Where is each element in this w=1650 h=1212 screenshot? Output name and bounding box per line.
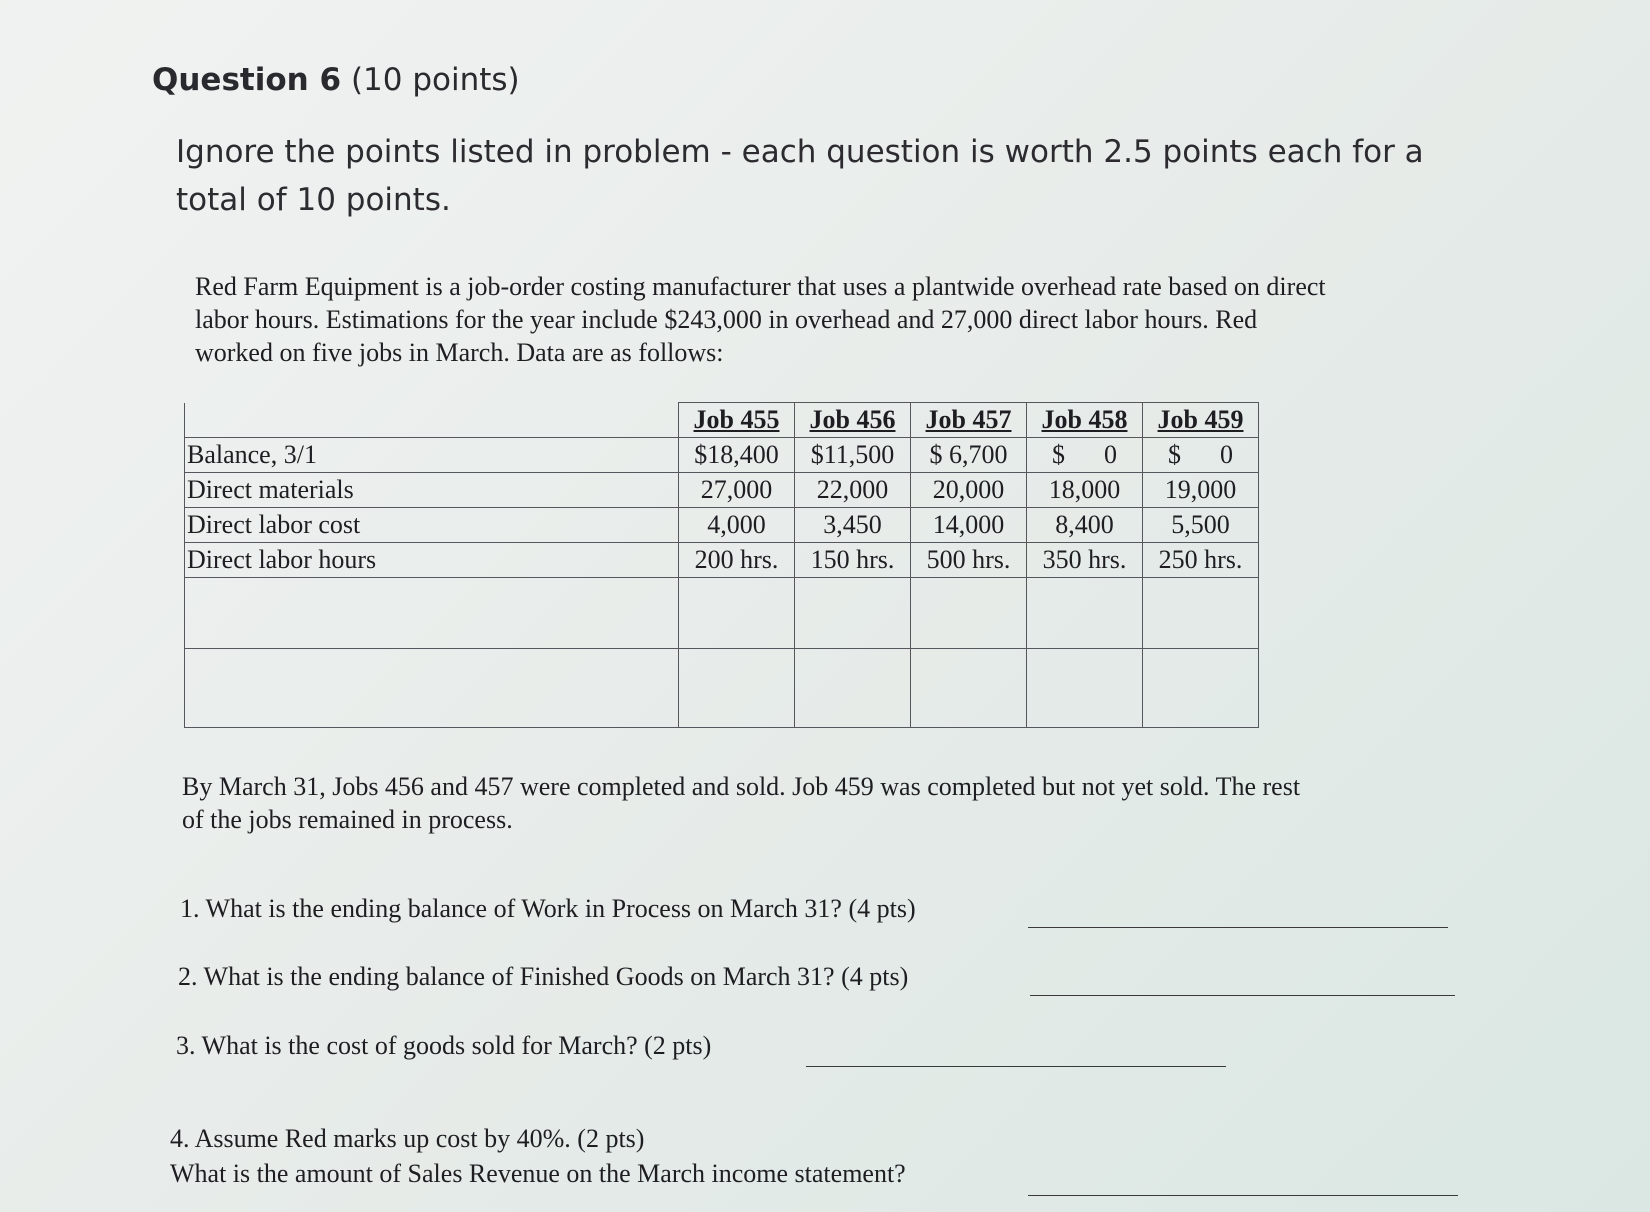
table-header-job-456: Job 456 (795, 403, 911, 438)
question-1-text: 1. What is the ending balance of Work in Process on March 31? (4 pts) (180, 894, 916, 923)
table-cell: 20,000 (911, 473, 1027, 508)
question-4-text-line2: What is the amount of Sales Revenue on the March income statement? (170, 1159, 906, 1188)
table-cell: $11,500 (795, 438, 911, 473)
status-text: By March 31, Jobs 456 and 457 were completed and sold. Job 459 was completed but not yet sold. The rest of the jobs remained in process. (182, 772, 1301, 834)
table-cell: 350 hrs. (1027, 543, 1143, 578)
blank-cell (679, 649, 795, 728)
table-header-job-459: Job 459 (1143, 403, 1259, 438)
table-cell: 250 hrs. (1143, 543, 1259, 578)
question-3-answer-line[interactable] (806, 1066, 1226, 1067)
table-cell: $ 0 (1143, 438, 1259, 473)
row-label: Balance, 3/1 (185, 438, 679, 473)
table-header-job-457: Job 457 (911, 403, 1027, 438)
blank-cell (1027, 649, 1143, 728)
table-cell: 5,500 (1143, 508, 1259, 543)
question-4-text-line1: 4. Assume Red marks up cost by 40%. (2 pts) (170, 1124, 645, 1153)
table-cell: $18,400 (679, 438, 795, 473)
table-corner-cell (185, 403, 679, 438)
table-header-job-455: Job 455 (679, 403, 795, 438)
blank-cell (185, 578, 679, 649)
problem-text: Red Farm Equipment is a job-order costing manufacturer that uses a plantwide overhead rate based on direct labor hours. Estimations for the year include $243,000 in overhead and 27,000 direct labor hours. Red worked on five jobs in March. Data are as follows: (195, 272, 1326, 367)
table-header-job-458: Job 458 (1027, 403, 1143, 438)
instructions-text: Ignore the points listed in problem - each question is worth 2.5 points each for a total of 10 points. (176, 134, 1424, 218)
row-label: Direct labor cost (185, 508, 679, 543)
row-label: Direct materials (185, 473, 679, 508)
table-cell: 500 hrs. (911, 543, 1027, 578)
table-cell: 4,000 (679, 508, 795, 543)
blank-cell (795, 649, 911, 728)
blank-cell (679, 578, 795, 649)
question-title (152, 62, 520, 98)
table-row (185, 508, 1259, 543)
table-row (185, 438, 1259, 473)
table-row (185, 543, 1259, 578)
question-number: Question 6 (152, 62, 342, 98)
table-cell: 18,000 (1027, 473, 1143, 508)
table-cell: 8,400 (1027, 508, 1143, 543)
table-cell: 22,000 (795, 473, 911, 508)
blank-cell (911, 649, 1027, 728)
blank-cell (911, 578, 1027, 649)
blank-cell (795, 578, 911, 649)
table-cell: 200 hrs. (679, 543, 795, 578)
blank-cell (1027, 578, 1143, 649)
table-cell: $ 6,700 (911, 438, 1027, 473)
table-blank-row (185, 578, 1259, 649)
row-label: Direct labor hours (185, 543, 679, 578)
job-data-table (184, 402, 1259, 728)
table-cell: 3,450 (795, 508, 911, 543)
question-points: (10 points) (350, 62, 520, 98)
question-1-answer-line[interactable] (1028, 927, 1448, 928)
blank-cell (1143, 649, 1259, 728)
table-cell: 27,000 (679, 473, 795, 508)
table-cell: $ 0 (1027, 438, 1143, 473)
table-header-row (185, 403, 1259, 438)
table-cell: 150 hrs. (795, 543, 911, 578)
blank-cell (185, 649, 679, 728)
question-3-text: 3. What is the cost of goods sold for March? (2 pts) (176, 1031, 712, 1060)
question-2-text: 2. What is the ending balance of Finished Goods on March 31? (4 pts) (178, 962, 909, 991)
blank-cell (1143, 578, 1259, 649)
table-cell: 19,000 (1143, 473, 1259, 508)
question-4-answer-line[interactable] (1028, 1195, 1458, 1196)
question-2-answer-line[interactable] (1030, 995, 1455, 996)
table-blank-row (185, 649, 1259, 728)
table-row (185, 473, 1259, 508)
table-cell: 14,000 (911, 508, 1027, 543)
